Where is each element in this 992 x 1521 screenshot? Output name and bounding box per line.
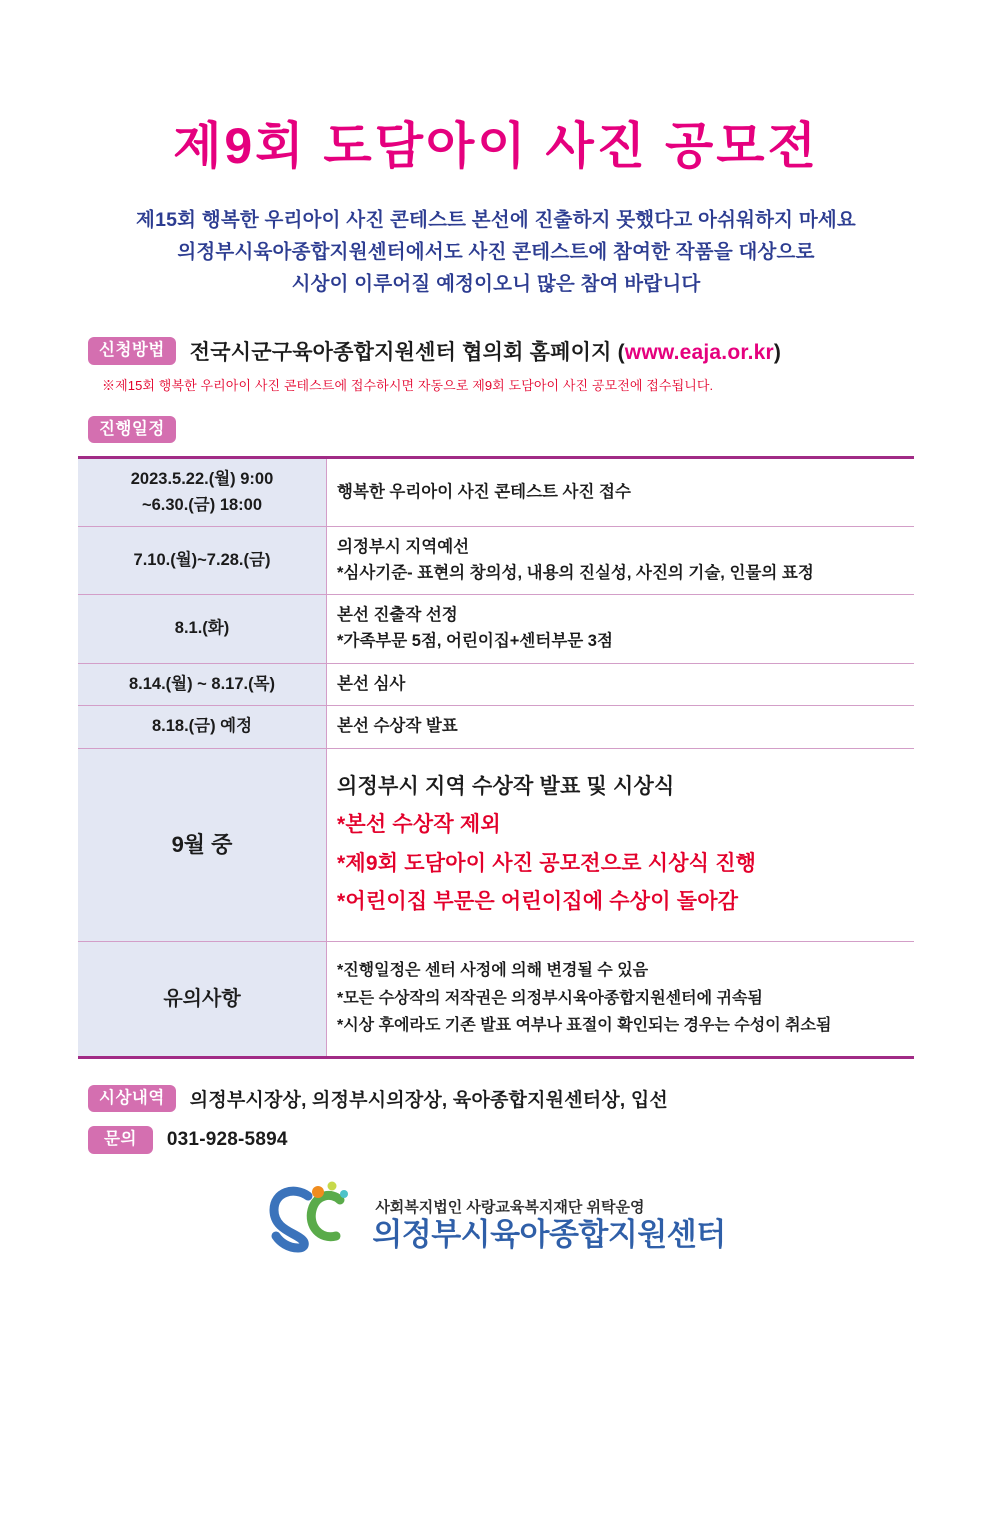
row-date-cell xyxy=(78,595,327,663)
award-line: *제9회 도담아이 사진 공모전으로 시상식 진행 xyxy=(337,851,757,875)
subtitle-line-2: 의정부시육아종합지원센터에서도 사진 콘테스트에 참여한 작품을 대상으로 xyxy=(177,240,815,263)
apply-note: ※제15회 행복한 우리아이 사진 콘테스트에 접수하시면 자동으로 제9회 도담아이 사진 공모전에 접수됩니다. xyxy=(102,378,714,394)
footer-text-block xyxy=(372,1196,725,1254)
schedule-table xyxy=(78,456,914,1059)
apply-line xyxy=(88,336,914,366)
award-line: *본선 수상작 제외 xyxy=(337,813,501,837)
row-desc-cell xyxy=(327,941,915,1057)
apply-text-after: ) xyxy=(773,341,782,365)
row-date-cell xyxy=(78,663,327,706)
row-desc-cell xyxy=(327,706,915,749)
desc-line: *심사기준- 표현의 창의성, 내용의 진실성, 사진의 기술, 인물의 표정 xyxy=(337,563,814,582)
row-desc-cell xyxy=(327,527,915,595)
schedule-label: 진행일정 xyxy=(88,416,176,443)
apply-text-before: 전국시군구육아종합지원센터 협의회 홈페이지 ( xyxy=(189,341,625,365)
desc-line: 본선 수상작 발표 xyxy=(337,717,458,736)
table-row xyxy=(78,595,914,663)
row-desc-cell xyxy=(327,748,915,941)
table-row xyxy=(78,458,914,527)
apply-method-label: 신청방법 xyxy=(88,337,176,364)
page-title: 제9회 도담아이 사진 공모전 xyxy=(173,118,819,174)
table-row xyxy=(78,663,914,706)
subtitle-line-3: 시상이 이루어질 예정이오니 많은 참여 바랍니다 xyxy=(291,272,701,295)
row-desc-cell xyxy=(327,595,915,663)
date-line: 8.1.(화) xyxy=(174,619,230,638)
row-date-cell xyxy=(78,458,327,527)
row-desc-cell xyxy=(327,663,915,706)
date-line: 8.14.(월) ~ 8.17.(목) xyxy=(128,674,276,693)
apply-section xyxy=(78,336,914,394)
row-date-cell: 유의사항 xyxy=(78,941,327,1057)
desc-line: 본선 심사 xyxy=(337,674,406,693)
notice-line: *모든 수상작의 저작권은 의정부시육아종합지원센터에 귀속됨 xyxy=(337,989,763,1007)
sc-logo-icon xyxy=(266,1180,362,1254)
bottom-info xyxy=(78,1085,914,1153)
contact-phone: 031-928-5894 xyxy=(166,1128,288,1150)
awards-row xyxy=(88,1085,914,1112)
row-date-cell xyxy=(78,527,327,595)
awards-text: 의정부시장상, 의정부시의장상, 육아종합지원센터상, 입선 xyxy=(189,1090,668,1112)
row-date-cell: 9월 중 xyxy=(78,748,327,941)
date-line: 2023.5.22.(월) 9:00 xyxy=(130,470,274,489)
subtitle-block xyxy=(78,204,914,301)
awards-label: 시상내역 xyxy=(88,1085,176,1112)
table-row xyxy=(78,527,914,595)
date-line: ~6.30.(금) 18:00 xyxy=(141,495,263,514)
contact-label: 문의 xyxy=(88,1126,153,1153)
contact-row xyxy=(88,1126,914,1153)
notice-line: *진행일정은 센터 사정에 의해 변경될 수 있음 xyxy=(337,961,649,979)
row-desc-cell xyxy=(327,458,915,527)
award-line: 의정부시 지역 수상작 발표 및 시상식 xyxy=(337,774,675,798)
notice-line: *시상 후에라도 기존 발표 여부나 표절이 확인되는 경우는 수성이 취소됨 xyxy=(337,1017,832,1035)
footer-logo-block xyxy=(78,1180,914,1254)
date-line: 8.18.(금) 예정 xyxy=(151,717,253,736)
table-row xyxy=(78,706,914,749)
footer-org-small: 사회복지법인 사랑교육복지재단 위탁운영 xyxy=(375,1198,645,1216)
row-date-cell xyxy=(78,706,327,749)
date-line: 7.10.(월)~7.28.(금) xyxy=(133,551,271,570)
table-row-award xyxy=(78,748,914,941)
apply-method-text xyxy=(190,336,781,366)
desc-line: 의정부시 지역예선 xyxy=(337,538,470,557)
footer-org-name: 의정부시육아종합지원센터 xyxy=(372,1216,726,1252)
table-row-notice xyxy=(78,941,914,1057)
poster-page xyxy=(0,118,992,1521)
desc-line: 본선 진출작 선정 xyxy=(337,606,458,625)
subtitle-line-1: 제15회 행복한 우리아이 사진 콘테스트 본선에 진출하지 못했다고 아쉬워하지 마세요 xyxy=(136,208,856,231)
desc-line: *가족부문 5점, 어린이집+센터부문 3점 xyxy=(337,631,613,650)
award-line: *어린이집 부문은 어린이집에 수상이 돌아감 xyxy=(337,890,739,914)
schedule-label-row xyxy=(78,416,914,443)
apply-url[interactable]: www.eaja.or.kr xyxy=(624,341,774,365)
desc-line: 행복한 우리아이 사진 콘테스트 사진 접수 xyxy=(337,482,631,501)
